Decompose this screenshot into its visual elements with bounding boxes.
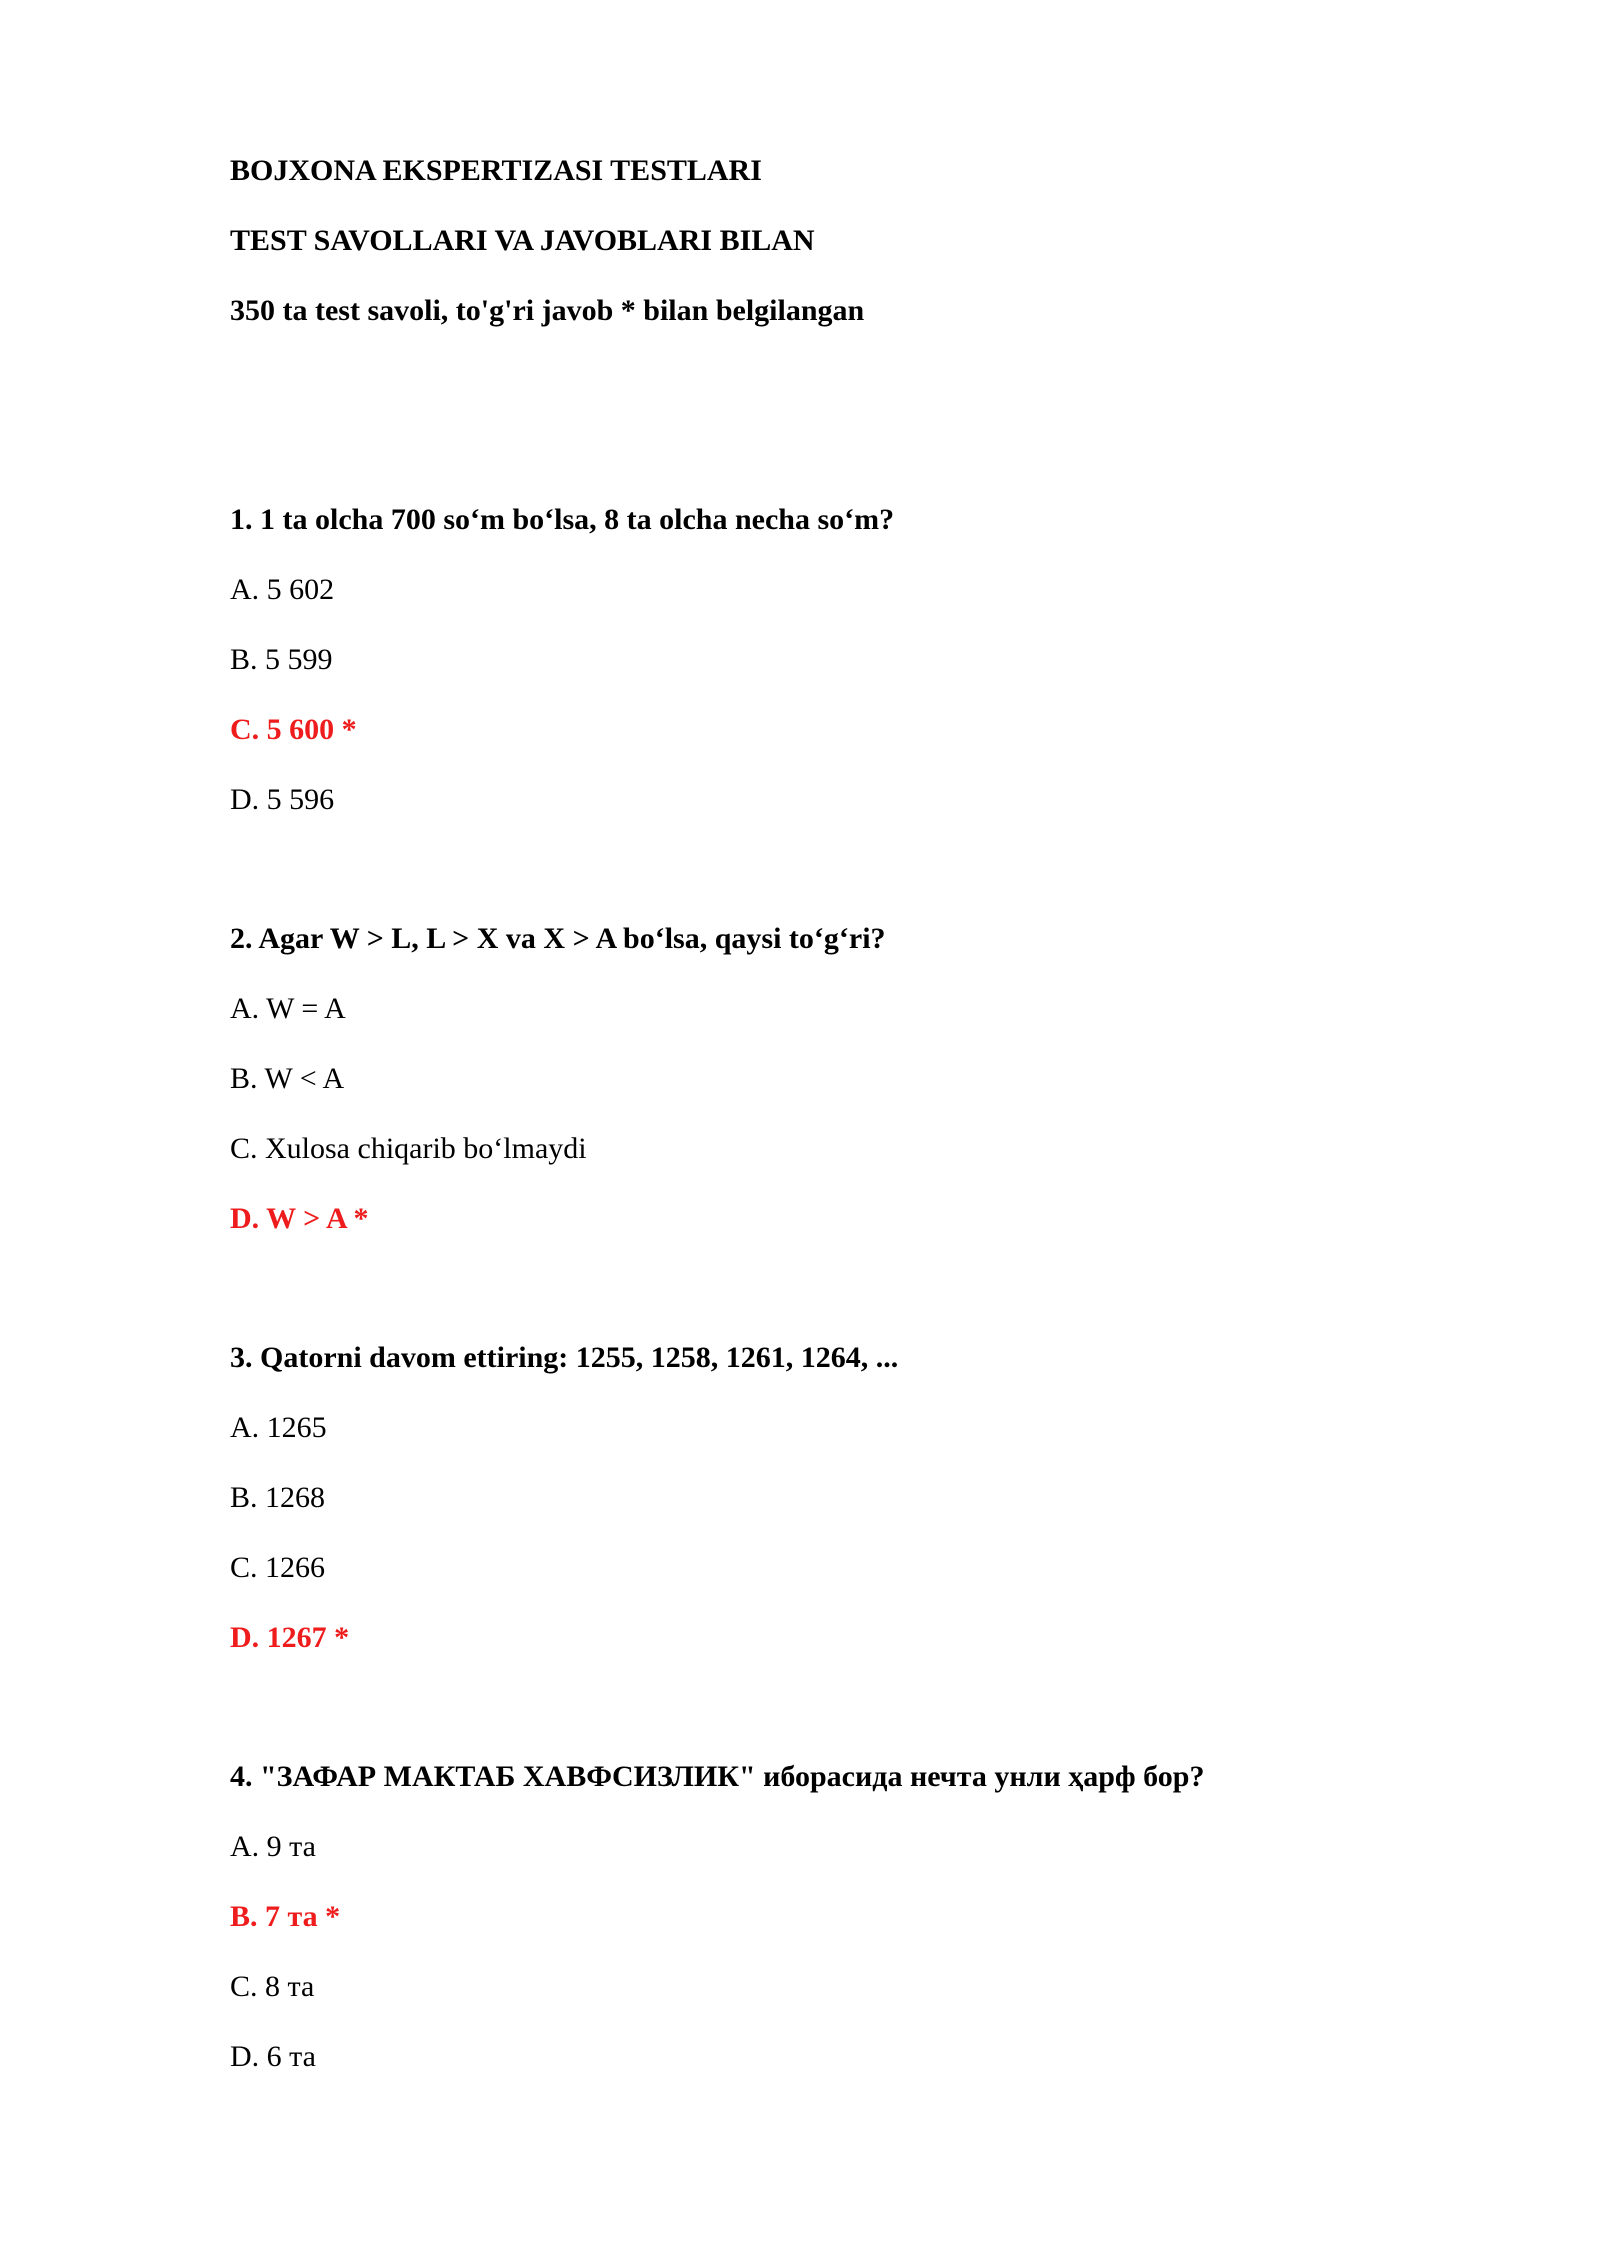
document-subtitle: TEST SAVOLLARI VA JAVOBLARI BILAN bbox=[230, 224, 815, 257]
question-1-option-d: D. 5 596 bbox=[230, 783, 335, 816]
question-2-option-c: C. Xulosa chiqarib bo‘lmaydi bbox=[230, 1132, 587, 1165]
question-3-option-c: C. 1266 bbox=[230, 1551, 326, 1584]
question-3-option-d-correct: D. 1267 * bbox=[230, 1621, 350, 1654]
question-4-option-c: C. 8 та bbox=[230, 1970, 315, 2003]
question-1-option-b: B. 5 599 bbox=[230, 643, 333, 676]
question-4-option-d: D. 6 та bbox=[230, 2040, 316, 2073]
question-3-option-b: B. 1268 bbox=[230, 1481, 326, 1514]
question-2-option-a: A. W = A bbox=[230, 992, 346, 1025]
question-2-option-d-correct: D. W > A * bbox=[230, 1202, 369, 1235]
question-1-option-a: A. 5 602 bbox=[230, 573, 335, 606]
question-2-text: 2. Agar W > L, L > X va X > A bo‘lsa, qaysi to‘g‘ri? bbox=[230, 922, 886, 955]
document-note: 350 ta test savoli, to'g'ri javob * bilan belgilangan bbox=[230, 294, 865, 327]
question-1-option-c-correct: C. 5 600 * bbox=[230, 713, 357, 746]
question-4-option-b-correct: B. 7 та * bbox=[230, 1900, 341, 1933]
question-3-option-a: A. 1265 bbox=[230, 1411, 327, 1444]
question-1-text: 1. 1 ta olcha 700 so‘m bo‘lsa, 8 ta olcha necha so‘m? bbox=[230, 503, 895, 536]
question-4-option-a: A. 9 та bbox=[230, 1830, 316, 1863]
document-title: BOJXONA EKSPERTIZASI TESTLARI bbox=[230, 154, 762, 187]
question-3-text: 3. Qatorni davom ettiring: 1255, 1258, 1261, 1264, ... bbox=[230, 1341, 899, 1374]
question-4-text: 4. "ЗАФАР МАКТАБ ХАВФСИЗЛИК" иборасида нечта унли ҳарф бор? bbox=[230, 1760, 1205, 1793]
question-2-option-b: B. W < A bbox=[230, 1062, 345, 1095]
